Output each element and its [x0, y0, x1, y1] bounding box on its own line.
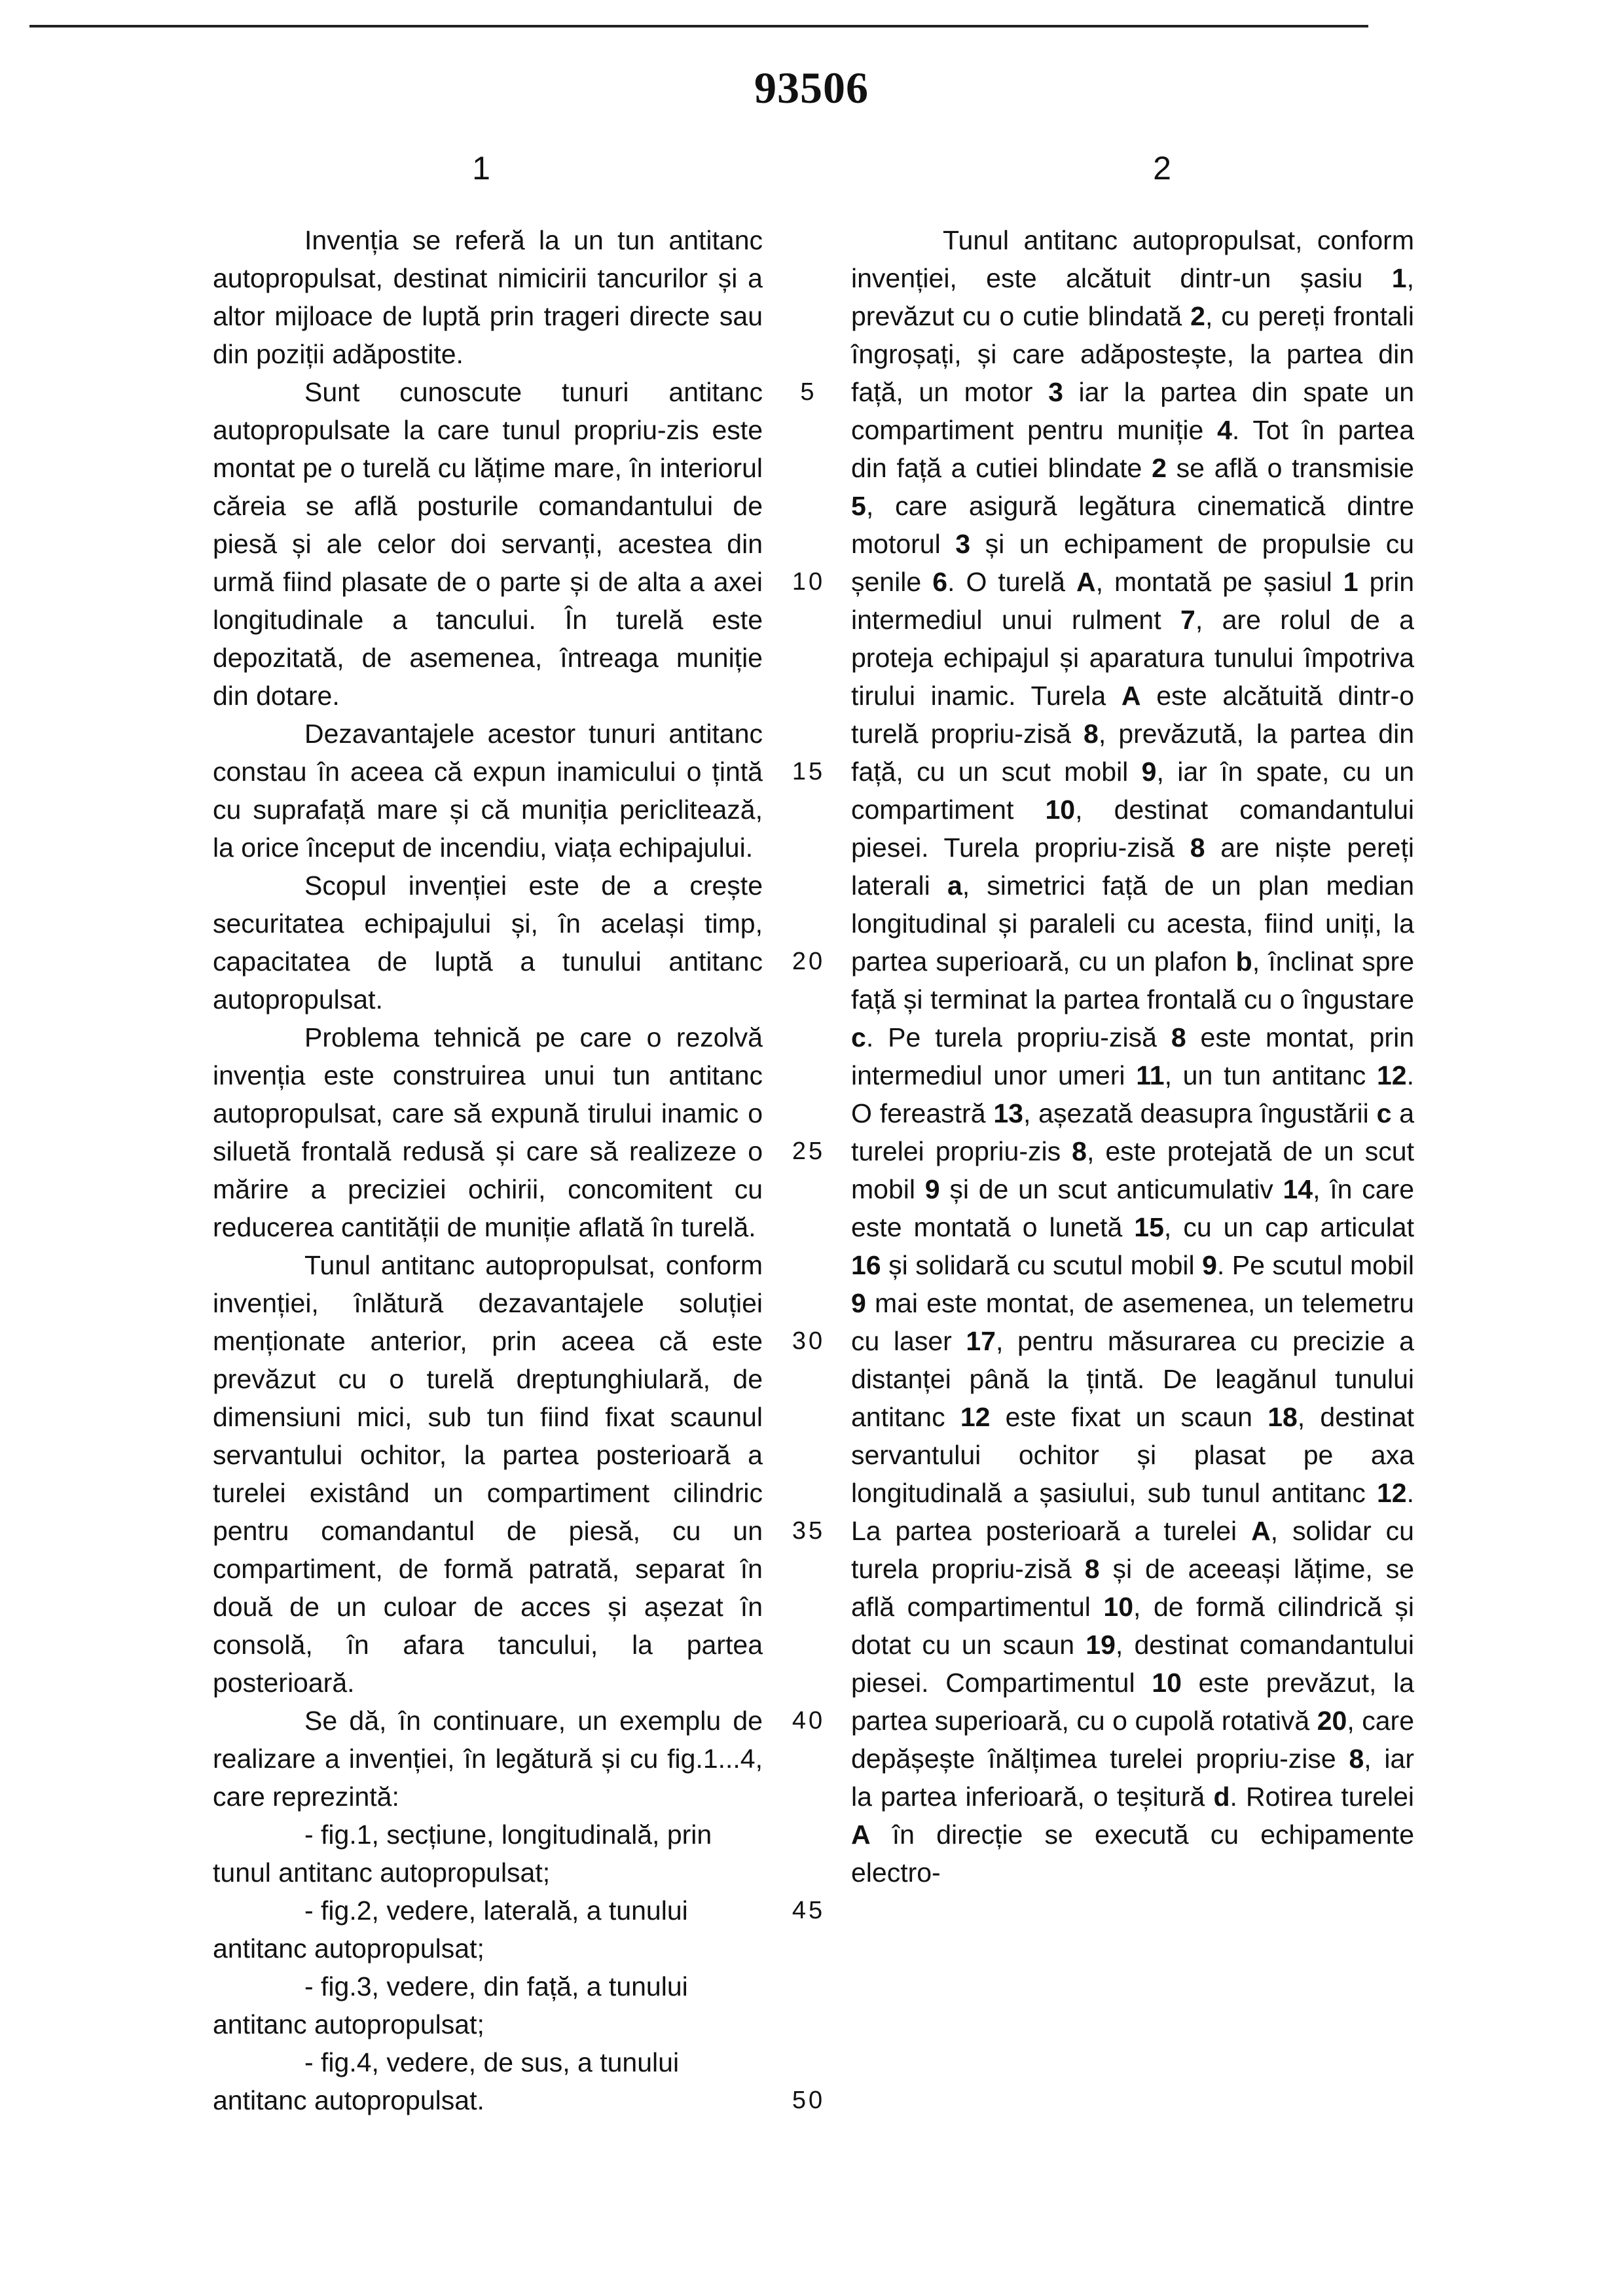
- line-number: 15: [792, 758, 826, 785]
- line-number: 50: [792, 2087, 826, 2114]
- paragraph-disadvantages: Dezavantajele acestor tunuri antitanc constau în aceea că expun inamicului o țintă cu suprafață mare și că muniția periclitează, la orice început de incendiu, viața echipajului.: [213, 719, 763, 863]
- right-text-column: [851, 221, 1414, 1892]
- line-number: 20: [792, 948, 826, 975]
- paragraph-prior-art: Sunt cunoscute tunuri antitanc autopropulsate la care tunul propriu-zis este montat pe o turelă cu lățime mare, în interiorul căreia se află posturile comandantului de piesă și ale celor doi servanți, acestea din urmă fiind plasate de o parte și de alta a axei longitudinale a tancului. În turelă este depozitată, de asemenea, întreaga muniție din dotare.: [213, 377, 763, 711]
- figure-list-item: - fig.3, vedere, din față, a tunului antitanc autopropulsat;: [213, 1971, 688, 2039]
- line-number: 5: [800, 378, 817, 406]
- column-number-left: 1: [472, 150, 490, 187]
- line-number: 30: [792, 1327, 826, 1355]
- left-text-column: [213, 221, 763, 2119]
- figure-list-item: - fig.1, secțiune, longitudinală, prin tunul antitanc autopropulsat;: [213, 1820, 712, 1888]
- paragraph-technical-problem: Problema tehnică pe care o rezolvă invenția este construirea unui tun antitanc autopropulsat, care să expună tirului inamic o siluetă frontală redusă și care să realizeze o mărire a preciziei ochirii, concomitent cu reducerea cantității de muniție aflată în turelă.: [213, 1022, 763, 1242]
- paragraph-solution: Tunul antitanc autopropulsat, conform invenției, înlătură dezavantajele soluției menționate anterior, prin aceea că este prevăzut cu o turelă dreptunghiulară, de dimensiuni mici, sub tun fiind fixat scaunul servantului ochitor, la partea posterioară a turelei existând un compartiment cilindric pentru comandantul de piesă, cu un compartiment, de formă patrată, separat în două de un culoar de acces și așezat în consolă, în afara tancului, la partea posterioară.: [213, 1250, 763, 1698]
- line-number: 35: [792, 1517, 826, 1545]
- column-number-right: 2: [1153, 150, 1171, 187]
- paragraph-purpose: Scopul invenției este de a crește securitatea echipajului și, în același timp, capacitatea de luptă a tunului antitanc autopropulsat.: [213, 870, 763, 1014]
- line-number: 45: [792, 1897, 826, 1924]
- paragraph-embodiment-description: Tunul antitanc autopropulsat, conform invenției, este alcătuit dintr-un șasiu 1, prevăzut cu o cutie blindată 2, cu pereți frontali îngroșați, și care adăpostește, la partea din față, un motor 3 iar la partea din spate un compartiment pentru muniție 4. Tot în partea din față a cutiei blindate 2 se află o transmisie 5, care asigură legătura cinematică dintre motorul 3 și un echipament de propulsie cu șenile 6. O turelă A, montată pe șasiul 1 prin intermediul unui rulment 7, are rolul de a proteja echipajul și aparatura tunului împotriva tirului inamic. Turela A este alcătuită dintr-o turelă propriu-zisă 8, prevăzută, la partea din față, cu un scut mobil 9, iar în spate, cu un compartiment 10, destinat comandantului piesei. Turela propriu-zisă 8 are niște pereți laterali a, simetrici față de un plan median longitudinal și paraleli cu acesta, fiind uniți, la partea superioară, cu un plafon b, înclinat spre față și terminat la partea frontală cu o îngustare c. Pe turela propriu-zisă 8 este montat, prin intermediul unor umeri 11, un tun antitanc 12. O fereastră 13, așezată deasupra îngustării c a turelei propriu-zis 8, este protejată de un scut mobil 9 și de un scut anticumulativ 14, în care este montată o lunetă 15, cu un cap articulat 16 și solidară cu scutul mobil 9. Pe scutul mobil 9 mai este montat, de asemenea, un telemetru cu laser 17, pentru măsurarea cu precizie a distanței până la țintă. De leagănul tunului antitanc 12 este fixat un scaun 18, destinat servantului ochitor și plasat pe axa longitudinală a șasiului, sub tunul antitanc 12. La partea posterioară a turelei A, solidar cu turela propriu-zisă 8 și de aceeași lățime, se află compartimentul 10, de formă cilindrică și dotat cu un scaun 19, destinat comandantului piesei. Compartimentul 10 este prevăzut, la partea superioară, cu o cupolă rotativă 20, care depășește înălțimea turelei propriu-zise 8, iar la partea inferioară, o teșitură d. Rotirea turelei A în direcție se execută cu echipamente electro-: [851, 225, 1415, 1888]
- paragraph-figures-intro: Se dă, în continuare, un exemplu de realizare a invenției, în legătură și cu fig.1...4, care reprezintă:: [213, 1706, 763, 1812]
- line-number: 25: [792, 1138, 826, 1165]
- patent-number: 93506: [754, 63, 869, 113]
- paragraph-field-of-invention: Invenția se referă la un tun antitanc autopropulsat, destinat nimicirii tancurilor și a altor mijloace de luptă prin trageri directe sau din poziții adăpostite.: [213, 225, 763, 369]
- top-rule: [29, 25, 1368, 27]
- figure-list-item: - fig.2, vedere, laterală, a tunului antitanc autopropulsat;: [213, 1895, 688, 1964]
- figure-list-item: - fig.4, vedere, de sus, a tunului antitanc autopropulsat.: [213, 2047, 680, 2115]
- line-number: 40: [792, 1707, 826, 1734]
- line-number: 10: [792, 568, 826, 596]
